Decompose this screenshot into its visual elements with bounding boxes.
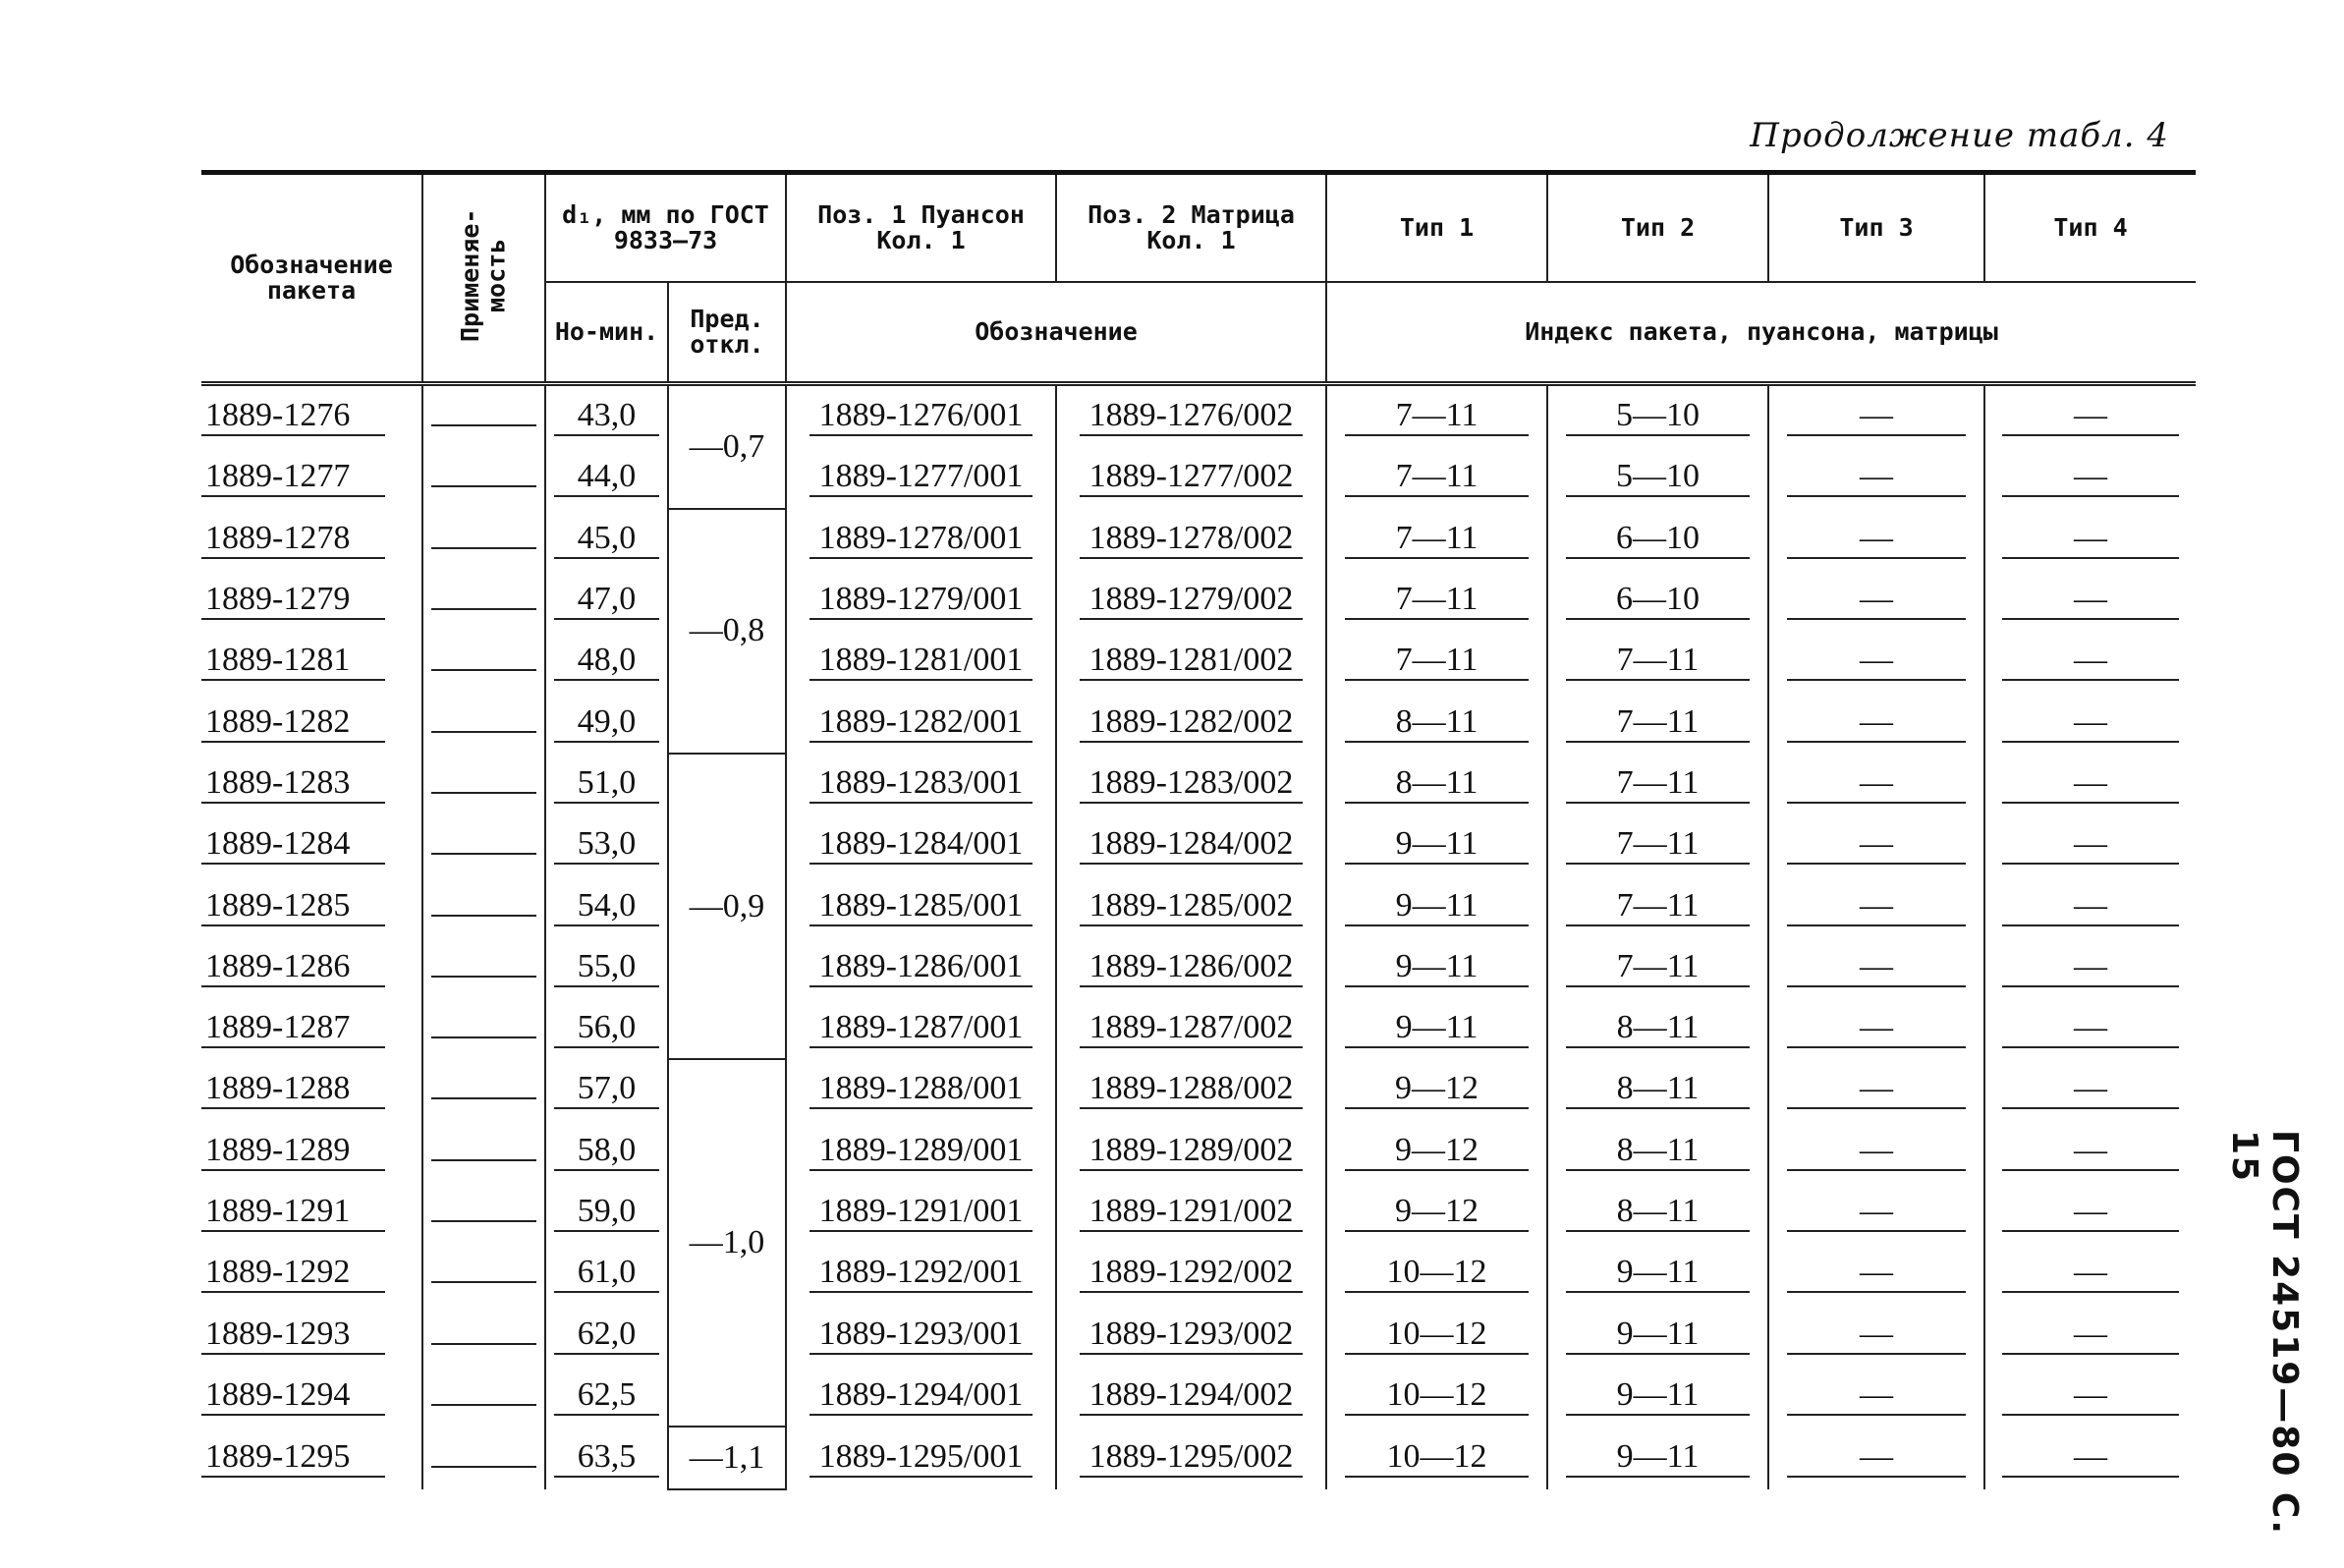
cell-nominal: 51,0 [545,754,668,814]
cell-type1: 9—12 [1326,1182,1547,1243]
cell-nominal: 43,0 [545,384,668,448]
cell-punch: 1889-1288/001 [786,1059,1056,1120]
cell-type4: — [1984,384,2196,448]
cell-die: 1889-1287/002 [1056,998,1326,1059]
cell-type4: — [1984,1121,2196,1182]
cell-type4: — [1984,1243,2196,1304]
table-row [201,1427,2196,1489]
cell-code: 1889-1281 [201,631,422,692]
cell-applicability [422,754,545,814]
cell-type2: 8—11 [1547,998,1768,1059]
cell-deviation: —1,0 [668,1059,786,1427]
cell-type2: 8—11 [1547,1121,1768,1182]
table-row [201,1121,2196,1182]
header-nominal: Но-мин. [545,282,668,384]
table-row [201,509,2196,570]
cell-code: 1889-1282 [201,692,422,753]
cell-type3: — [1768,1243,1984,1304]
cell-nominal: 53,0 [545,814,668,875]
table-row [201,875,2196,936]
cell-type1: 7—11 [1326,631,1547,692]
cell-type1: 8—11 [1326,692,1547,753]
cell-nominal: 49,0 [545,692,668,753]
table-row [201,814,2196,875]
cell-type4: — [1984,814,2196,875]
cell-code: 1889-1289 [201,1121,422,1182]
cell-type2: 9—11 [1547,1243,1768,1304]
cell-die: 1889-1293/002 [1056,1304,1326,1365]
cell-die: 1889-1282/002 [1056,692,1326,753]
cell-applicability [422,814,545,875]
table-row [201,1366,2196,1427]
header-pos1: Поз. 1 Пуансон Кол. 1 [786,173,1056,283]
cell-applicability [422,692,545,753]
cell-type4: — [1984,509,2196,570]
cell-type4: — [1984,754,2196,814]
cell-punch: 1889-1276/001 [786,384,1056,448]
cell-die: 1889-1286/002 [1056,937,1326,998]
cell-type2: 7—11 [1547,875,1768,936]
cell-code: 1889-1294 [201,1366,422,1427]
cell-die: 1889-1277/002 [1056,447,1326,508]
cell-type4: — [1984,1427,2196,1489]
gost-table [201,170,2196,1490]
cell-type3: — [1768,814,1984,875]
cell-punch: 1889-1289/001 [786,1121,1056,1182]
cell-type3: — [1768,1182,1984,1243]
cell-nominal: 62,5 [545,1366,668,1427]
cell-type3: — [1768,875,1984,936]
cell-type2: 7—11 [1547,631,1768,692]
cell-die: 1889-1283/002 [1056,754,1326,814]
cell-code: 1889-1295 [201,1427,422,1489]
cell-type2: 7—11 [1547,754,1768,814]
cell-applicability [422,631,545,692]
cell-applicability [422,937,545,998]
cell-type3: — [1768,384,1984,448]
cell-punch: 1889-1281/001 [786,631,1056,692]
cell-applicability [422,998,545,1059]
cell-applicability [422,570,545,631]
cell-die: 1889-1294/002 [1056,1366,1326,1427]
cell-punch: 1889-1291/001 [786,1182,1056,1243]
cell-type3: — [1768,570,1984,631]
page-side-label: ГОСТ 24519—80 С. 15 [2224,1130,2305,1537]
cell-type4: — [1984,1182,2196,1243]
cell-type3: — [1768,447,1984,508]
cell-type4: — [1984,1059,2196,1120]
header-type4: Тип 4 [1984,173,2196,283]
cell-type2: 9—11 [1547,1366,1768,1427]
cell-type3: — [1768,1304,1984,1365]
cell-die: 1889-1276/002 [1056,384,1326,448]
cell-nominal: 58,0 [545,1121,668,1182]
cell-die: 1889-1278/002 [1056,509,1326,570]
cell-type3: — [1768,998,1984,1059]
cell-type4: — [1984,570,2196,631]
cell-code: 1889-1285 [201,875,422,936]
cell-type4: — [1984,1304,2196,1365]
table-row [201,692,2196,753]
table-header [201,173,2196,384]
cell-type2: 8—11 [1547,1059,1768,1120]
header-deviation: Пред. откл. [668,282,786,384]
cell-nominal: 47,0 [545,570,668,631]
cell-applicability [422,1121,545,1182]
cell-type1: 10—12 [1326,1427,1547,1489]
cell-deviation: —1,1 [668,1427,786,1489]
header-type2: Тип 2 [1547,173,1768,283]
cell-type3: — [1768,1121,1984,1182]
cell-punch: 1889-1292/001 [786,1243,1056,1304]
table-row [201,1304,2196,1365]
cell-type3: — [1768,754,1984,814]
cell-punch: 1889-1282/001 [786,692,1056,753]
cell-punch: 1889-1293/001 [786,1304,1056,1365]
cell-type3: — [1768,1059,1984,1120]
table-row [201,998,2196,1059]
cell-type3: — [1768,509,1984,570]
cell-punch: 1889-1295/001 [786,1427,1056,1489]
cell-nominal: 56,0 [545,998,668,1059]
cell-type1: 7—11 [1326,384,1547,448]
cell-nominal: 44,0 [545,447,668,508]
cell-code: 1889-1276 [201,384,422,448]
cell-type3: — [1768,937,1984,998]
cell-applicability [422,384,545,448]
cell-nominal: 45,0 [545,509,668,570]
cell-punch: 1889-1278/001 [786,509,1056,570]
cell-code: 1889-1288 [201,1059,422,1120]
cell-nominal: 61,0 [545,1243,668,1304]
cell-type2: 9—11 [1547,1427,1768,1489]
table-row [201,1059,2196,1120]
cell-type1: 9—11 [1326,814,1547,875]
cell-code: 1889-1287 [201,998,422,1059]
cell-type1: 8—11 [1326,754,1547,814]
cell-type1: 9—12 [1326,1121,1547,1182]
cell-punch: 1889-1286/001 [786,937,1056,998]
cell-type2: 7—11 [1547,814,1768,875]
cell-applicability [422,1304,545,1365]
cell-deviation: —0,8 [668,509,786,754]
cell-type3: — [1768,631,1984,692]
cell-type2: 5—10 [1547,447,1768,508]
table-body [201,384,2196,1490]
cell-nominal: 54,0 [545,875,668,936]
table-caption: Продолжение табл. 4 [1750,116,2169,155]
cell-nominal: 55,0 [545,937,668,998]
cell-nominal: 62,0 [545,1304,668,1365]
cell-applicability [422,447,545,508]
cell-type1: 9—12 [1326,1059,1547,1120]
cell-applicability [422,1182,545,1243]
cell-code: 1889-1286 [201,937,422,998]
cell-code: 1889-1291 [201,1182,422,1243]
table-row [201,570,2196,631]
header-designation: Обозначение пакета [201,173,422,384]
cell-applicability [422,509,545,570]
cell-type4: — [1984,692,2196,753]
cell-code: 1889-1283 [201,754,422,814]
cell-code: 1889-1278 [201,509,422,570]
cell-code: 1889-1292 [201,1243,422,1304]
table-row [201,937,2196,998]
cell-punch: 1889-1284/001 [786,814,1056,875]
table-row [201,447,2196,508]
cell-applicability [422,1243,545,1304]
cell-nominal: 48,0 [545,631,668,692]
cell-die: 1889-1289/002 [1056,1121,1326,1182]
cell-type2: 6—10 [1547,509,1768,570]
table-row [201,1243,2196,1304]
cell-die: 1889-1281/002 [1056,631,1326,692]
cell-punch: 1889-1285/001 [786,875,1056,936]
cell-die: 1889-1284/002 [1056,814,1326,875]
cell-type1: 9—11 [1326,875,1547,936]
cell-type1: 10—12 [1326,1366,1547,1427]
header-type1: Тип 1 [1326,173,1547,283]
cell-type2: 6—10 [1547,570,1768,631]
header-applicability: Применяе-мость [422,173,545,384]
cell-nominal: 57,0 [545,1059,668,1120]
cell-nominal: 63,5 [545,1427,668,1489]
cell-type1: 9—11 [1326,998,1547,1059]
cell-type4: — [1984,447,2196,508]
cell-applicability [422,1366,545,1427]
cell-punch: 1889-1277/001 [786,447,1056,508]
cell-deviation: —0,9 [668,754,786,1059]
cell-type2: 9—11 [1547,1304,1768,1365]
cell-type4: — [1984,875,2196,936]
cell-code: 1889-1293 [201,1304,422,1365]
cell-type4: — [1984,1366,2196,1427]
cell-nominal: 59,0 [545,1182,668,1243]
cell-type2: 7—11 [1547,692,1768,753]
cell-type2: 7—11 [1547,937,1768,998]
cell-type4: — [1984,937,2196,998]
cell-type1: 7—11 [1326,570,1547,631]
cell-code: 1889-1279 [201,570,422,631]
cell-type1: 10—12 [1326,1304,1547,1365]
header-pos2: Поз. 2 Матрица Кол. 1 [1056,173,1326,283]
cell-die: 1889-1288/002 [1056,1059,1326,1120]
cell-die: 1889-1295/002 [1056,1427,1326,1489]
cell-applicability [422,1427,545,1489]
cell-code: 1889-1277 [201,447,422,508]
cell-die: 1889-1291/002 [1056,1182,1326,1243]
table-row [201,631,2196,692]
table-row [201,754,2196,814]
cell-deviation: —0,7 [668,384,786,509]
cell-type3: — [1768,1427,1984,1489]
header-d1: d₁, мм по ГОСТ 9833—73 [545,173,786,283]
cell-type4: — [1984,998,2196,1059]
cell-type3: — [1768,1366,1984,1427]
header-designation-sub: Обозначение [786,282,1326,384]
cell-punch: 1889-1283/001 [786,754,1056,814]
cell-type3: — [1768,692,1984,753]
cell-die: 1889-1285/002 [1056,875,1326,936]
cell-applicability [422,875,545,936]
cell-type4: — [1984,631,2196,692]
header-type3: Тип 3 [1768,173,1984,283]
cell-code: 1889-1284 [201,814,422,875]
cell-applicability [422,1059,545,1120]
cell-punch: 1889-1294/001 [786,1366,1056,1427]
table-row [201,1182,2196,1243]
cell-type1: 7—11 [1326,509,1547,570]
table-row [201,384,2196,448]
header-index-sub: Индекс пакета, пуансона, матрицы [1326,282,2196,384]
cell-punch: 1889-1287/001 [786,998,1056,1059]
cell-die: 1889-1292/002 [1056,1243,1326,1304]
cell-type1: 7—11 [1326,447,1547,508]
cell-type1: 10—12 [1326,1243,1547,1304]
cell-type2: 5—10 [1547,384,1768,448]
cell-type2: 8—11 [1547,1182,1768,1243]
cell-die: 1889-1279/002 [1056,570,1326,631]
cell-punch: 1889-1279/001 [786,570,1056,631]
cell-type1: 9—11 [1326,937,1547,998]
